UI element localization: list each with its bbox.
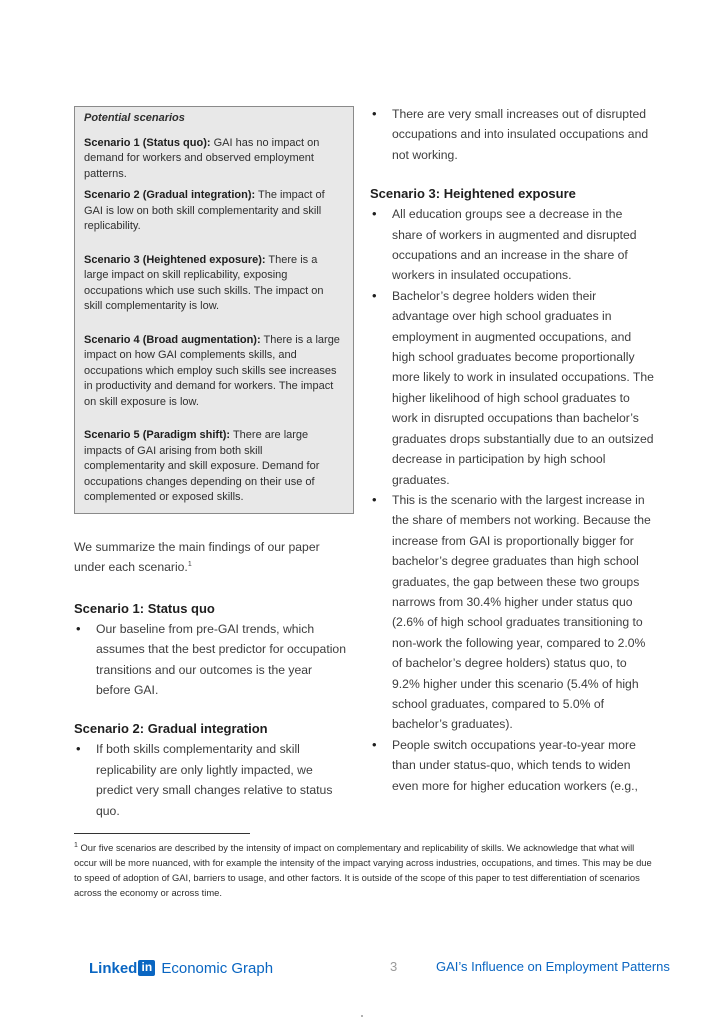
footnote-rule xyxy=(74,833,250,834)
logo-in-badge: in xyxy=(138,960,155,976)
scenario-1: Scenario 1 (Status quo): GAI has no impact on demand for workers and observed employment patterns. xyxy=(84,136,320,180)
footnote-number: 1 xyxy=(74,841,78,849)
list-item: • People switch occupations year-to-year more than under status-quo, which tends to widen even more for higher education workers (e.g., xyxy=(370,735,654,796)
list-item: • Bachelor’s degree holders widen their advantage over high school graduates in employment in augmented occupations, and high school graduates become proportionally more likely to work in insulated occupations. The higher likelihood of high school graduates to work in disrupted occupations than bachelor’s graduates drops substantially due to an outsized decrease in participation by high school graduates. xyxy=(370,286,654,490)
scenario-2-heading: Scenario 2: Gradual integration xyxy=(74,721,268,737)
list-item: • All education groups see a decrease in the share of workers in augmented and disrupted occupations and an increase in the share of workers in insulated occupations. xyxy=(370,204,654,286)
scenario-2-list xyxy=(74,739,346,821)
scenario-5: Scenario 5 (Paradigm shift): There are large impacts of GAI arising from both skill complementarity and skill exposure. Demand for occupations changes depending on their use of complemented or exposed skills. xyxy=(84,429,320,503)
document-title: GAI’s Influence on Employment Patterns xyxy=(436,959,670,974)
scenario-1-heading: Scenario 1: Status quo xyxy=(74,600,215,616)
continued-list xyxy=(370,104,654,165)
page-footer xyxy=(0,955,724,981)
box-title: Potential scenarios xyxy=(84,112,185,124)
intro-paragraph: We summarize the main findings of our paper under each scenario.$^1$ xyxy=(74,540,320,575)
scenario-3-heading: Scenario 3: Heightened exposure xyxy=(370,186,576,202)
page-number: 3 xyxy=(390,959,398,974)
left-column xyxy=(74,537,346,821)
scenarios-box xyxy=(74,106,354,514)
linkedin-logo xyxy=(89,957,273,979)
list-item: • There are very small increases out of disrupted occupations and into insulated occupations and not working. xyxy=(370,104,654,165)
footnote-ref[interactable]: 1 xyxy=(187,561,192,569)
scenario-3-list xyxy=(370,204,654,796)
logo-economic-graph: Economic Graph xyxy=(161,959,274,977)
scenario-1-list xyxy=(74,619,346,701)
page-dot xyxy=(361,1015,363,1017)
list-item: • This is the scenario with the largest increase in the share of members not working. Because the increase from GAI is proportionally bigger for bachelor’s degree graduates than high school graduates, the gap between these two groups narrows from 30.4% higher under status quo (2.6% of high school graduates transitioning to non-work the following year, compared to 2.0% of bachelor’s degree holders) status quo, to 9.2% higher under this scenario (5.4% of high school graduates, compared to 5.0% of bachelor’s graduates). xyxy=(370,490,654,735)
scenario-2: Scenario 2 (Gradual integration): The impact of GAI is low on both skill complementarity and skill replicability. xyxy=(84,189,325,232)
scenario-4: Scenario 4 (Broad augmentation): There is a large impact on how GAI complements skills, and occupations which employ such skills see increases in productivity and demand for workers. The impact on skill exposure is low. xyxy=(84,333,340,408)
list-item: • If both skills complementarity and skill replicability are only lightly impacted, we predict very small changes relative to status quo. xyxy=(74,739,346,821)
list-item: • Our baseline from pre-GAI trends, which assumes that the best predictor for occupation transitions and our outcomes is the year before GAI. xyxy=(74,619,346,701)
scenario-3: Scenario 3 (Heightened exposure): There is a large impact on skill replicability, exposing occupations which use such skills. The impact on skill complementarity is low. xyxy=(84,253,324,312)
footnote: $^1$ Our five scenarios are described by the intensity of impact on complementary and replicability of skills. We acknowledge that what will occur will be more nuanced, with for example the intensity of the impact varying across industries, occupations, and times. This may be due to speed of adoption of GAI, barriers to usage, and other factors. It is outside of the scope of this paper to test differentiation of scenarios across the economy or across time. xyxy=(74,841,652,898)
right-column xyxy=(370,104,654,796)
logo-wordmark: Linked xyxy=(89,959,138,977)
